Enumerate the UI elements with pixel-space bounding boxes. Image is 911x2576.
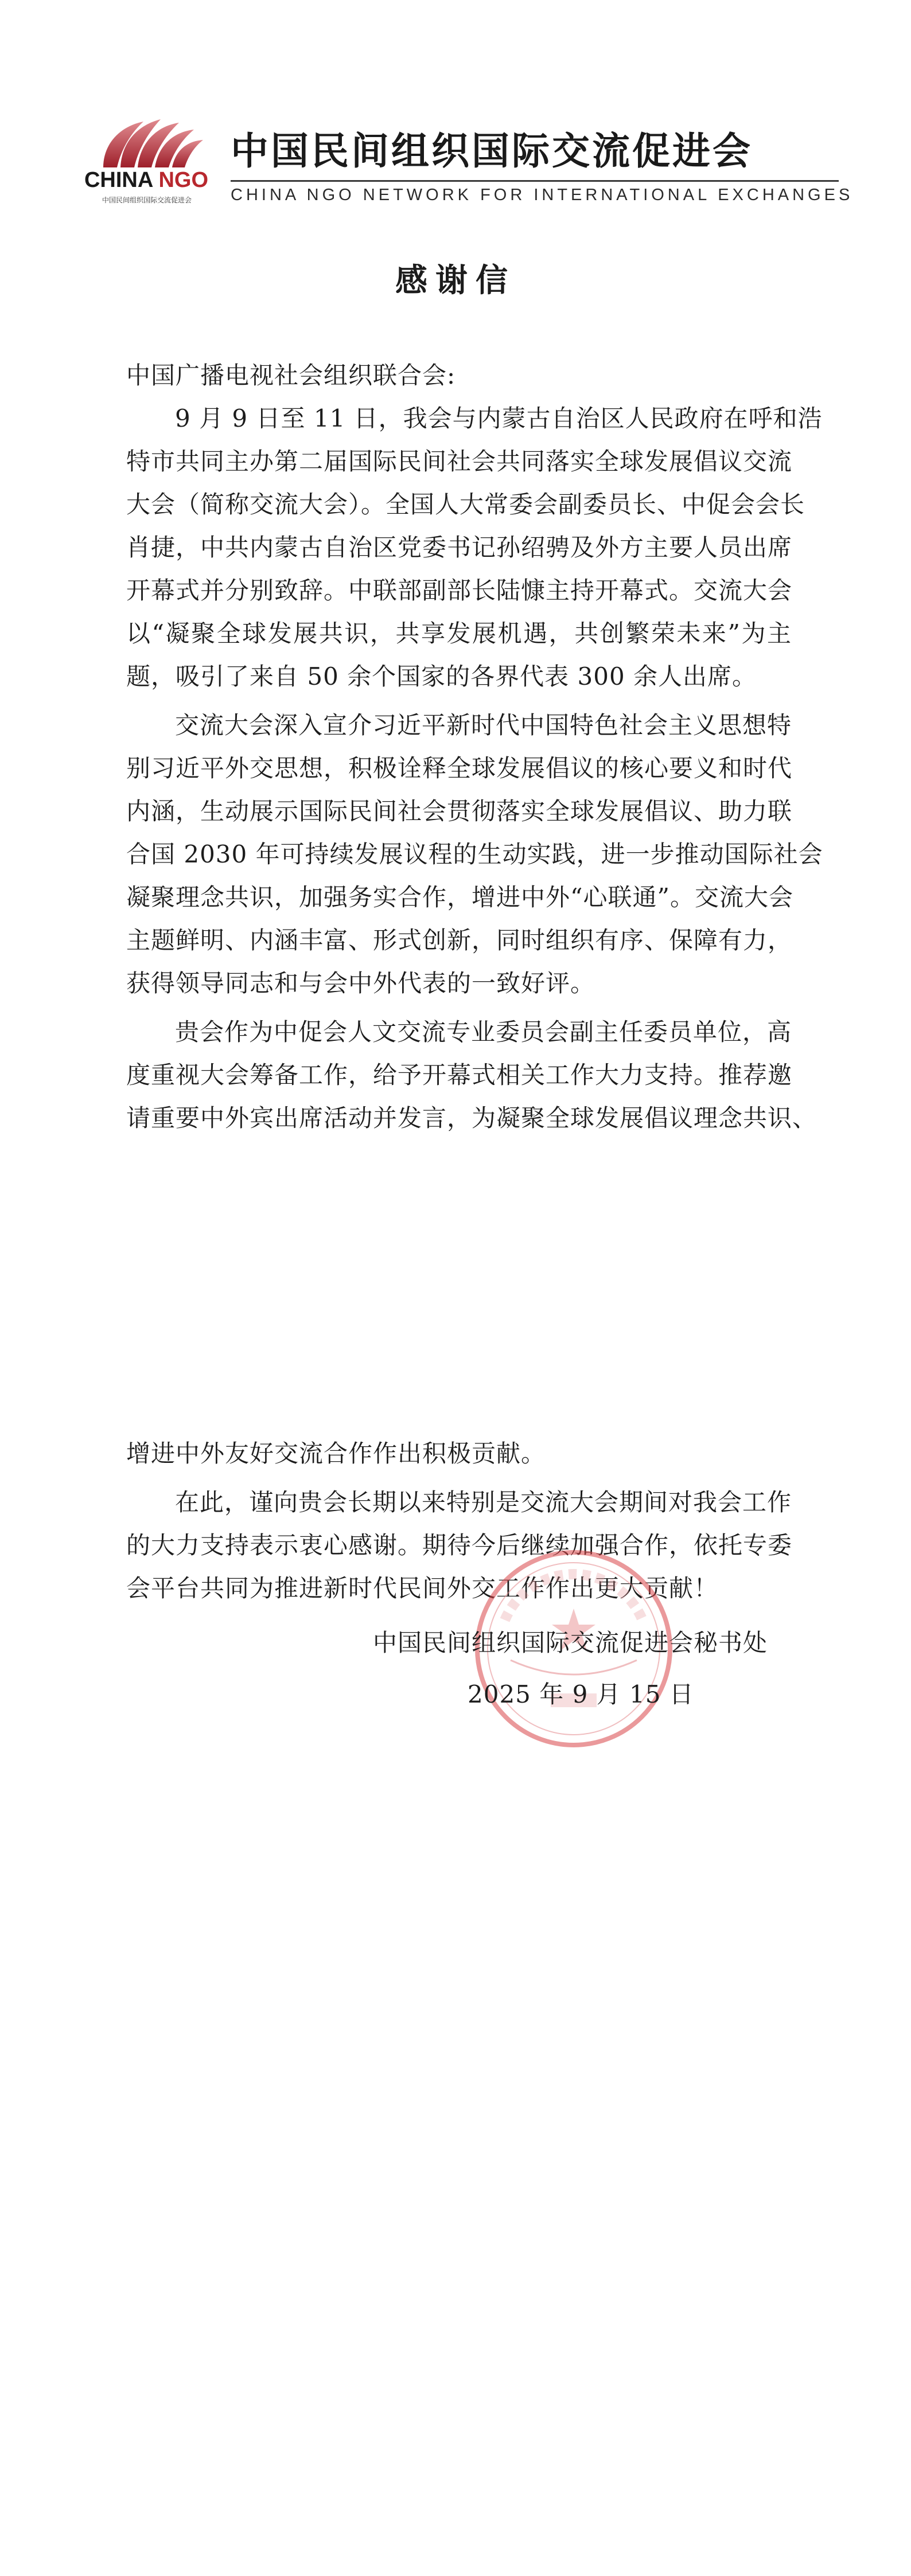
paragraph2-line: 交流大会深入宣介习近平新时代中国特色社会主义思想特: [175, 711, 792, 739]
paragraph4-line: 在此，谨向贵会长期以来特别是交流大会期间对我会工作: [175, 1488, 792, 1516]
logo-subtitle: 中国民间组织国际交流促进会: [102, 196, 192, 204]
paragraph2-line: 主题鲜明、内涵丰富、形式创新，同时组织有序、保障有力，: [126, 926, 793, 954]
letterhead: [80, 109, 854, 212]
paragraph1-line: 肖捷，中共内蒙古自治区党委书记孙绍骋及外方主要人员出席: [126, 533, 793, 561]
paragraph4-line: 的大力支持表示衷心感谢。期待今后继续加强合作，依托专委: [126, 1531, 793, 1559]
paragraph3-line: 贵会作为中促会人文交流专业委员会副主任委员单位，高: [175, 1018, 792, 1046]
paragraph2-line: 获得领导同志和与会中外代表的一致好评。: [126, 969, 595, 997]
china-ngo-logo: [80, 109, 212, 212]
signature-organization: 中国民间组织国际交流促进会秘书处: [373, 1629, 768, 1657]
header-divider: [231, 180, 839, 182]
letter-title: 感谢信: [395, 262, 516, 299]
paragraph2-line: 合国 2030 年可持续发展议程的生动实践，进一步推动国际社会: [126, 840, 823, 868]
paragraph1-line: 大会（简称交流大会）。全国人大常委会副委员长、中促会会长: [126, 490, 805, 518]
paragraph4-line: 会平台共同为推进新时代民间外交工作作出更大贡献！: [126, 1574, 719, 1602]
paragraph3-line: 增进中外友好交流合作作出积极贡献。: [126, 1439, 546, 1467]
paragraph3-line: 度重视大会筹备工作，给予开幕式相关工作大力支持。推荐邀: [126, 1061, 793, 1089]
paragraph1-line: 以“凝聚全球发展共识，共享发展机遇，共创繁荣未来”为主: [126, 619, 792, 647]
logo-wordmark: CHINA NGO: [84, 168, 209, 192]
paragraph1-line: 题，吸引了来自 50 余个国家的各界代表 300 余人出席。: [126, 662, 757, 690]
sail-petals-icon: [80, 109, 212, 172]
paragraph1-line: 特市共同主办第二届国际民间社会共同落实全球发展倡议交流: [126, 447, 793, 475]
org-name-chinese: 中国民间组织国际交流促进会: [231, 129, 753, 173]
org-name-english: CHINA NGO NETWORK FOR INTERNATIONAL EXCHANGES: [231, 186, 854, 204]
salutation: 中国广播电视社会组织联合会:: [126, 361, 456, 389]
paragraph1-line: 9 月 9 日至 11 日，我会与内蒙古自治区人民政府在呼和浩: [175, 404, 823, 432]
paragraph1-line: 开幕式并分别致辞。中联部副部长陆慷主持开幕式。交流大会: [126, 576, 793, 604]
paragraph2-line: 凝聚理念共识，加强务实合作，增进中外“心联通”。交流大会: [126, 883, 793, 911]
paragraph3-line: 请重要中外宾出席活动并发言，为凝聚全球发展倡议理念共识、: [126, 1104, 817, 1132]
paragraph2-line: 别习近平外交思想，积极诠释全球发展倡议的核心要义和时代: [126, 754, 793, 782]
signature-date: 2025 年 9 月 15 日: [468, 1680, 694, 1708]
paragraph2-line: 内涵，生动展示国际民间社会贯彻落实全球发展倡议、助力联: [126, 797, 793, 825]
